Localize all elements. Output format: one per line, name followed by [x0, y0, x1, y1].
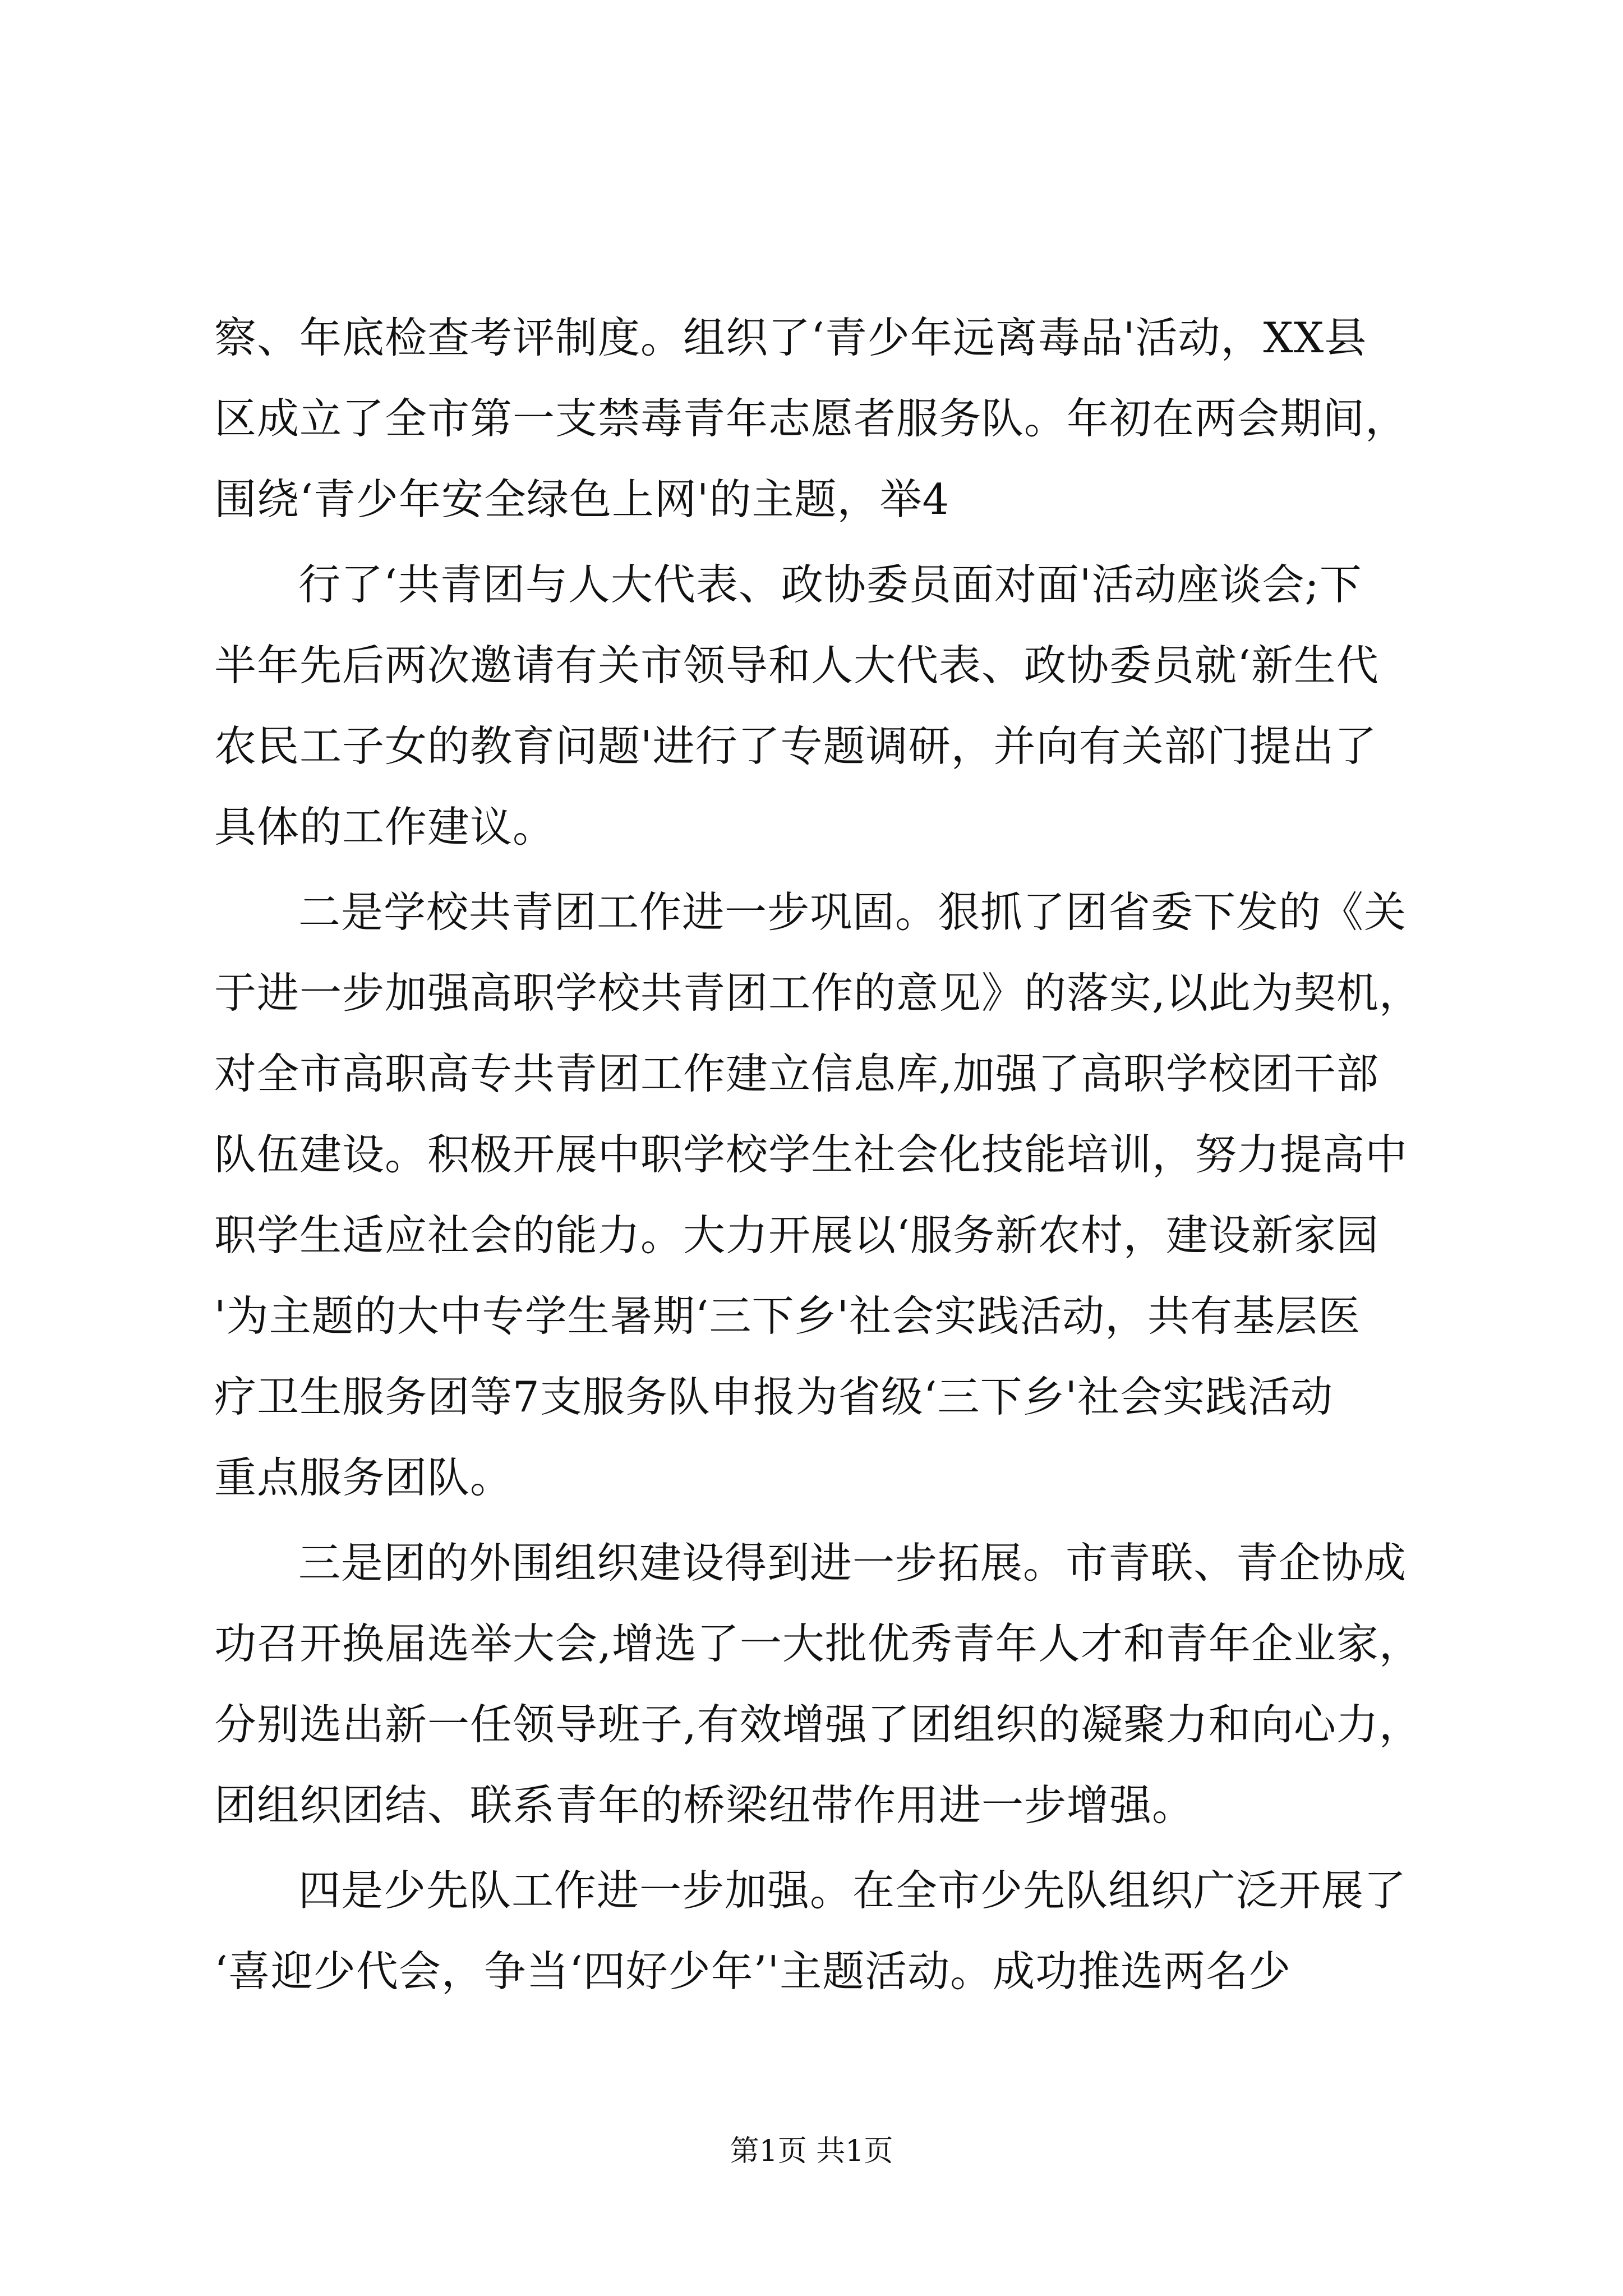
text-line: ‘喜迎少代会，争当‘四好少年’'主题活动。成功推选两名少 — [214, 1947, 1292, 1996]
text-line: 二是学校共青团工作进一步巩固。狠抓了团省委下发的《关 — [298, 887, 1407, 937]
paragraph — [214, 872, 1420, 1518]
text-line: 对全市高职高专共青团工作建立信息库,加强了高职学校团干部 — [214, 1049, 1379, 1098]
text-line: '为主题的大中专学生暑期‘三下乡'社会实践活动，共有基层医 — [214, 1291, 1361, 1341]
paragraph — [214, 297, 1420, 540]
text-line: 队伍建设。积极开展中职学校学生社会化技能培训，努力提高中 — [214, 1130, 1408, 1179]
text-line: 分别选出新一任领导班子,有效增强了团组织的凝聚力和向心力， — [214, 1700, 1422, 1749]
paragraph — [214, 544, 1420, 867]
text-line: 农民工子女的教育问题'进行了专题调研，并向有关部门提出了 — [214, 721, 1377, 771]
text-line: 重点服务团队。 — [214, 1453, 513, 1502]
page-number: 第1页 共1页 — [730, 2134, 893, 2168]
text-line: 四是少先队工作进一步加强。在全市少先队组织广泛开展了 — [298, 1866, 1407, 1915]
text-line: 于进一步加强高职学校共青团工作的意见》的落实,以此为契机， — [214, 968, 1422, 1018]
text-line: 察、年底检查考评制度。组织了‘青少年远离毒品'活动，XX县 — [214, 313, 1367, 362]
paragraph — [214, 1522, 1420, 1846]
page-footer — [0, 2132, 1623, 2171]
text-line: 功召开换届选举大会,增选了一大批优秀青年人才和青年企业家， — [214, 1619, 1422, 1668]
text-line: 职学生适应社会的能力。大力开展以‘服务新农村，建设新家园 — [214, 1211, 1379, 1260]
text-line: 疗卫生服务团等7支服务队申报为省级‘三下乡'社会实践活动 — [214, 1372, 1334, 1421]
paragraph — [214, 1850, 1420, 2012]
document-body — [214, 297, 1420, 2012]
text-line: 具体的工作建议。 — [214, 802, 556, 852]
text-line: 区成立了全市第一支禁毒青年志愿者服务队。年初在两会期间， — [214, 394, 1408, 443]
text-line: 半年先后两次邀请有关市领导和人大代表、政协委员就‘新生代 — [214, 641, 1379, 690]
text-line: 围绕‘青少年安全绿色上网'的主题，举4 — [214, 475, 950, 524]
text-line: 行了‘共青团与人大代表、政协委员面对面'活动座谈会;下 — [298, 560, 1362, 609]
text-line: 三是团的外围组织建设得到进一步拓展。市青联、青企协成 — [298, 1538, 1407, 1588]
text-line: 团组织团结、联系青年的桥梁纽带作用进一步增强。 — [214, 1780, 1195, 1830]
